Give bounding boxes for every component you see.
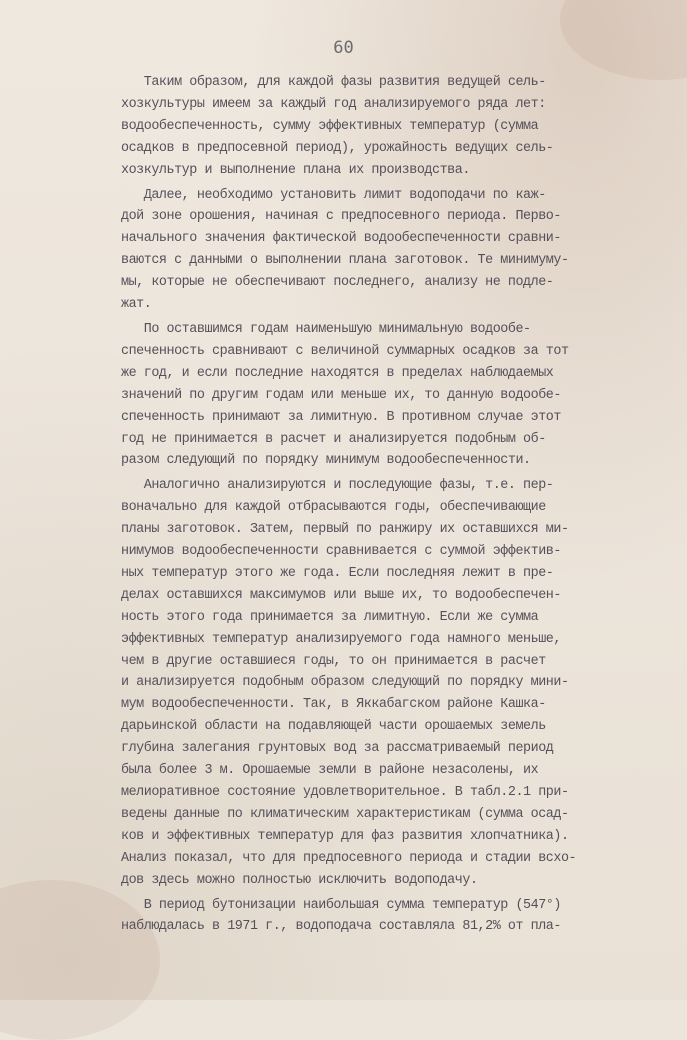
text-line: Анализ показал, что для предпосевного периода и стадии всхо- <box>121 850 577 866</box>
paragraph <box>121 72 641 182</box>
text-line: наблюдалась в 1971 г., водоподача составляла 81,2% от пла- <box>121 919 561 935</box>
paragraph <box>121 185 641 316</box>
text-line: В период бутонизации наибольшая сумма температур (547°) <box>121 897 561 913</box>
body-text <box>121 72 641 938</box>
text-line: спеченность принимают за лимитную. В противном случае этот <box>121 409 561 425</box>
page-number: 60 <box>333 38 354 58</box>
text-line: эффективных температур анализируемого года намного меньше, <box>121 631 561 647</box>
paragraph <box>121 475 641 891</box>
text-line: начального значения фактической водообеспеченности сравни- <box>121 231 561 247</box>
text-line: ваются с данными о выполнении плана заготовок. Те минимуму- <box>121 253 569 269</box>
text-line: осадков в предпосевной период), урожайность ведущих сель- <box>121 140 554 156</box>
text-line: ведены данные по климатическим характеристикам (сумма осад- <box>121 806 569 822</box>
text-line: дой зоне орошения, начиная с предпосевного периода. Перво- <box>121 209 561 225</box>
text-line: планы заготовок. Затем, первый по ранжиру их оставшихся ми- <box>121 522 569 538</box>
text-line: Аналогично анализируются и последующие фазы, т.е. пер- <box>121 478 554 494</box>
text-line: водообеспеченность, сумму эффективных температур (сумма <box>121 118 539 134</box>
text-line: год не принимается в расчет и анализируется подобным об- <box>121 431 546 447</box>
text-line: мелиоративное состояние удовлетворительное. В табл.2.1 при- <box>121 785 569 800</box>
text-line: глубина залегания грунтовых вод за рассматриваемый период <box>121 741 554 757</box>
text-line: спеченность сравнивают с величиной суммарных осадков за тот <box>121 343 569 359</box>
text-line: ность этого года принимается за лимитную. Если же сумма <box>121 609 539 625</box>
text-line: воначально для каждой отбрасываются годы, обеспечивающие <box>121 500 546 516</box>
text-line: хозкультур и выполнение плана их производства. <box>121 162 470 178</box>
text-line: нимумов водообеспеченности сравнивается с суммой эффектив- <box>121 544 561 560</box>
text-line: Далее, необходимо установить лимит водоподачи по каж- <box>121 187 546 203</box>
text-line: ных температур этого же года. Если последняя лежит в пре- <box>121 565 554 581</box>
text-line: делах оставшихся максимумов или выше их, то водообеспечен- <box>121 587 561 603</box>
paragraph <box>121 319 641 472</box>
text-line: хозкультуры имеем за каждый год анализируемого ряда лет: <box>121 96 546 112</box>
text-line: дов здесь можно полностью исключить водоподачу. <box>121 872 478 888</box>
text-line: чем в другие оставшиеся годы, то он принимается в расчет <box>121 653 546 669</box>
text-line: ков и эффективных температур для фаз развития хлопчатника). <box>121 828 569 844</box>
text-line: жат. <box>121 297 152 313</box>
text-line: По оставшимся годам наименьшую минимальную водообе- <box>121 321 531 337</box>
text-line: и анализируется подобным образом следующий по порядку мини- <box>121 675 569 691</box>
text-line: значений по другим годам или меньше их, то данную водообе- <box>121 387 561 403</box>
text-line: Таким образом, для каждой фазы развития ведущей сель- <box>121 75 546 90</box>
text-line: мы, которые не обеспечивают последнего, анализу не подле- <box>121 275 554 291</box>
text-line: же год, и если последние находятся в пределах наблюдаемых <box>121 365 554 381</box>
paragraph <box>121 895 641 939</box>
text-line: мум водообеспеченности. Так, в Яккабагском районе Кашка- <box>121 697 546 713</box>
text-line: была более 3 м. Орошаемые земли в районе незасолены, их <box>121 763 539 779</box>
text-line: разом следующий по порядку минимум водообеспеченности. <box>121 453 531 469</box>
text-line: дарьинской области на подавляющей части орошаемых земель <box>121 719 546 735</box>
